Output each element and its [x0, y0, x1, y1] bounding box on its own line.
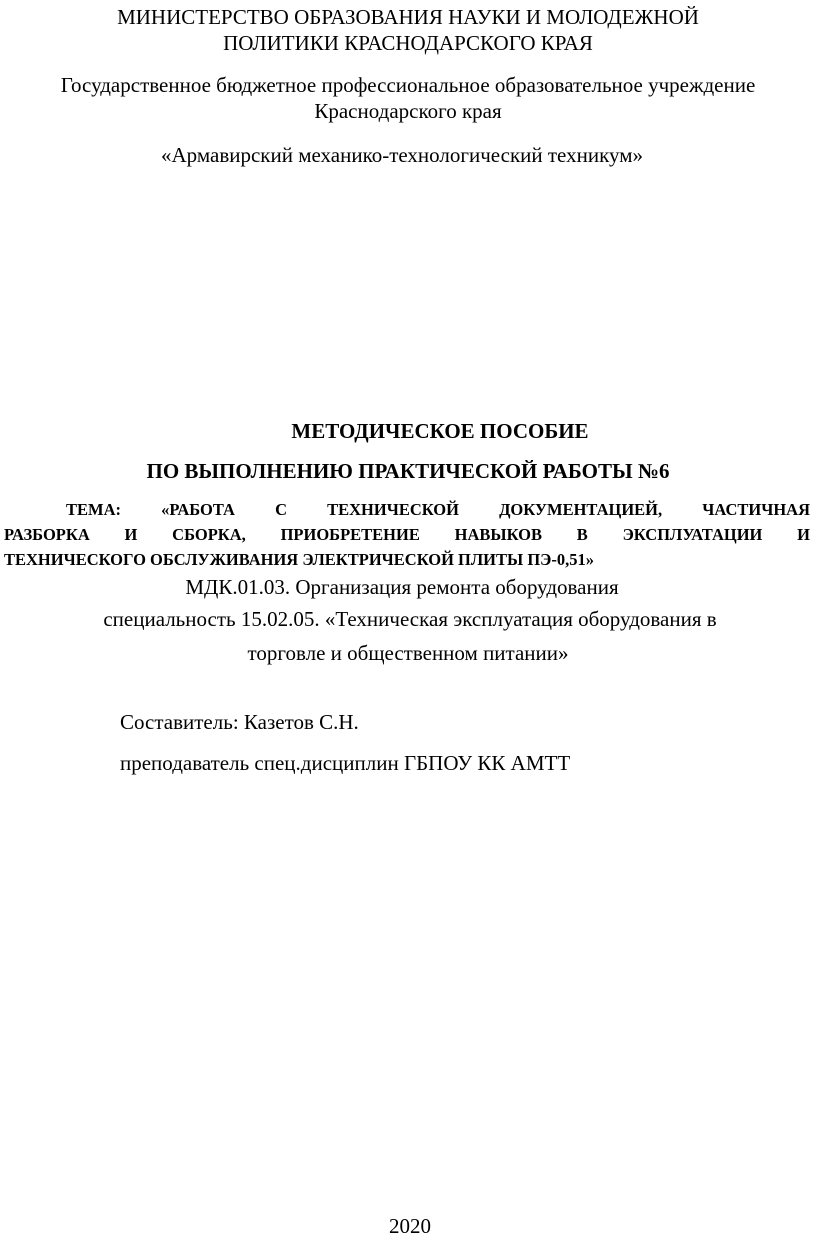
- topic-line-3: ТЕХНИЧЕСКОГО ОБСЛУЖИВАНИЯ ЭЛЕКТРИЧЕСКОЙ ПЛИТЫ ПЭ-0,51»: [4, 550, 594, 569]
- specialty-line-1: специальность 15.02.05. «Техническая эксплуатация оборудования в: [103, 607, 717, 631]
- institution-line-2: Краснодарского края: [314, 99, 502, 123]
- mdk-line: МДК.01.03. Организация ремонта оборудования: [185, 575, 619, 599]
- author-position-line: преподаватель спец.дисциплин ГБПОУ КК АМТТ: [120, 751, 571, 775]
- institution-line-1: Государственное бюджетное профессиональное образовательное учреждение: [60, 73, 756, 97]
- specialty-line-2: торговле и общественном питании»: [247, 641, 569, 665]
- compiler-line: Составитель: Казетов С.Н.: [120, 710, 359, 734]
- document-title-line-1: МЕТОДИЧЕСКОЕ ПОСОБИЕ: [291, 419, 589, 443]
- ministry-line-2: ПОЛИТИКИ КРАСНОДАРСКОГО КРАЯ: [223, 31, 593, 55]
- publication-year: 2020: [389, 1214, 431, 1238]
- document-title-line-2: ПО ВЫПОЛНЕНИЮ ПРАКТИЧЕСКОЙ РАБОТЫ №6: [146, 459, 670, 483]
- ministry-line-1: МИНИСТЕРСТВО ОБРАЗОВАНИЯ НАУКИ И МОЛОДЕЖНОЙ: [117, 5, 699, 29]
- topic-line-2: РАЗБОРКА И СБОРКА, ПРИОБРЕТЕНИЕ НАВЫКОВ В ЭКСПЛУАТАЦИИ И: [4, 525, 810, 544]
- college-name: «Армавирский механико-технологический техникум»: [161, 143, 643, 167]
- topic-line-1: ТЕМА: «РАБОТА С ТЕХНИЧЕСКОЙ ДОКУМЕНТАЦИЕЙ, ЧАСТИЧНАЯ: [66, 500, 810, 519]
